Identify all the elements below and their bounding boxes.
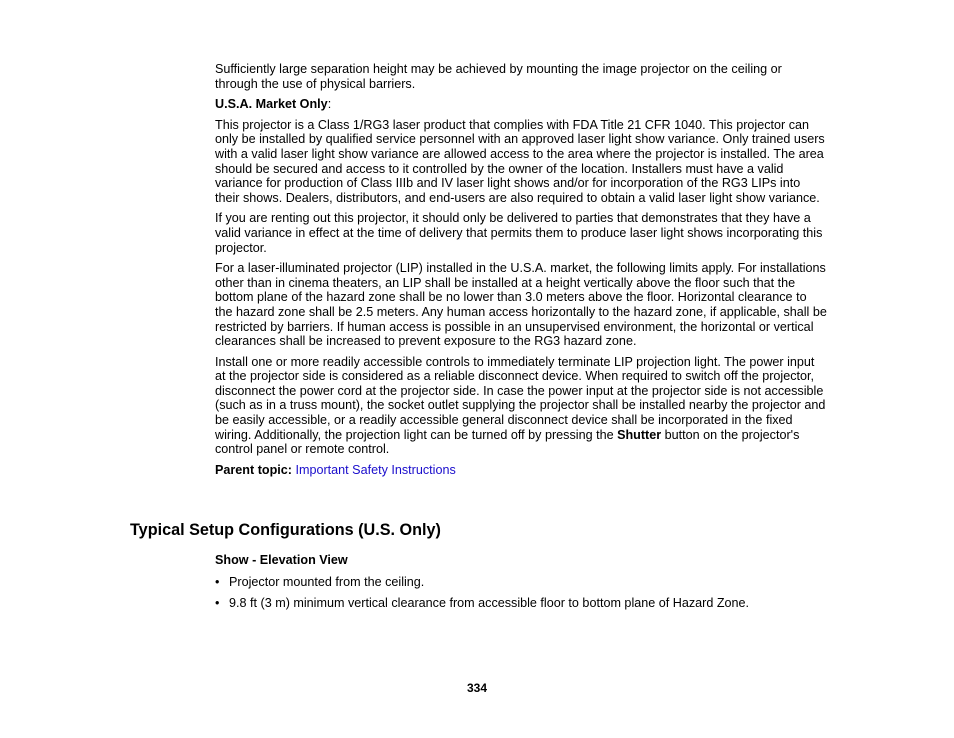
shutter-label: Shutter xyxy=(617,427,662,442)
section-title: Typical Setup Configurations (U.S. Only) xyxy=(130,521,441,539)
list-item-text: 9.8 ft (3 m) minimum vertical clearance from accessible floor to bottom plane of Hazard Zone. xyxy=(229,596,750,611)
paragraph-renting: If you are renting out this projector, it should only be delivered to parties that demonstrates that they have a valid variance in effect at the time of delivery that permits them to produce laser light shows incorporating this projector. xyxy=(215,211,823,255)
list-item-text: Projector mounted from the ceiling. xyxy=(229,574,425,589)
parent-topic-link[interactable]: Important Safety Instructions xyxy=(295,462,456,477)
section-subheading: Show - Elevation View xyxy=(215,553,348,567)
bullet-icon: • xyxy=(215,574,220,589)
bullet-icon: • xyxy=(215,596,220,611)
list-item xyxy=(215,596,827,611)
usa-market-heading xyxy=(215,97,827,112)
paragraph-controls-end: button on the projector's control panel or remote control. xyxy=(215,427,800,457)
body-content xyxy=(215,62,827,483)
usa-market-colon: : xyxy=(327,97,332,112)
parent-topic xyxy=(215,463,827,478)
paragraph-separation-height: Sufficiently large separation height may be achieved by mounting the image projector on the ceiling or through the use of physical barriers. xyxy=(215,62,782,91)
paragraph-controls xyxy=(215,355,827,457)
section-content xyxy=(215,553,827,618)
paragraph-lip-limits: For a laser-illuminated projector (LIP) installed in the U.S.A. market, the following limits apply. For installations other than in cinema theaters, an LIP shall be installed at a height vertically above the floor such that the bottom plane of the hazard zone shall be no lower than 3.0 meters above the floor. Horizontal clearance to the hazard zone shall be 2.5 meters. Any human access horizontally to the hazard zone, if applicable, shall be restricted by barriers. If human access is possible in an unsupervised environment, the horizontal or vertical clearances shall be increased to prevent exposure to the RG3 hazard zone. xyxy=(215,261,827,349)
page-number: 334 xyxy=(466,681,488,695)
section-heading-wrap xyxy=(130,520,441,540)
list-item xyxy=(215,575,827,590)
parent-topic-label: Parent topic: xyxy=(215,462,292,477)
paragraph-class-rg3: This projector is a Class 1/RG3 laser product that complies with FDA Title 21 CFR 1040. This projector can only be installed by qualified service personnel with an approved laser light show variance. Only trained users with a valid laser light show variance are allowed access to the area where the projector is installed. The area should be secured and access to it controlled by the owner of the location. Installers must have a valid variance for production of Class IIIb and IV laser light shows and/or for incorporation of the RG3 LIPs into their shows. Dealers, distributors, and end-users are also required to obtain a valid laser light show variance. xyxy=(215,117,825,205)
usa-market-label: U.S.A. Market Only xyxy=(215,97,328,112)
paragraph-controls-text: Install one or more readily accessible controls to immediately terminate LIP projection light. The power input at the projector side is considered as a reliable disconnect device. When required to switch off the projector, disconnect the power cord at the projector side. In case the power input at the projector side is not accessible (such as in a truss mount), the socket outlet supplying the projector shall be installed nearby the projector and be easily accessible, or a readily accessible general disconnect device shall be incorporated in the fixed wiring. Additionally, the projection light can be turned off by pressing the xyxy=(215,354,826,442)
bullet-list xyxy=(215,575,827,611)
